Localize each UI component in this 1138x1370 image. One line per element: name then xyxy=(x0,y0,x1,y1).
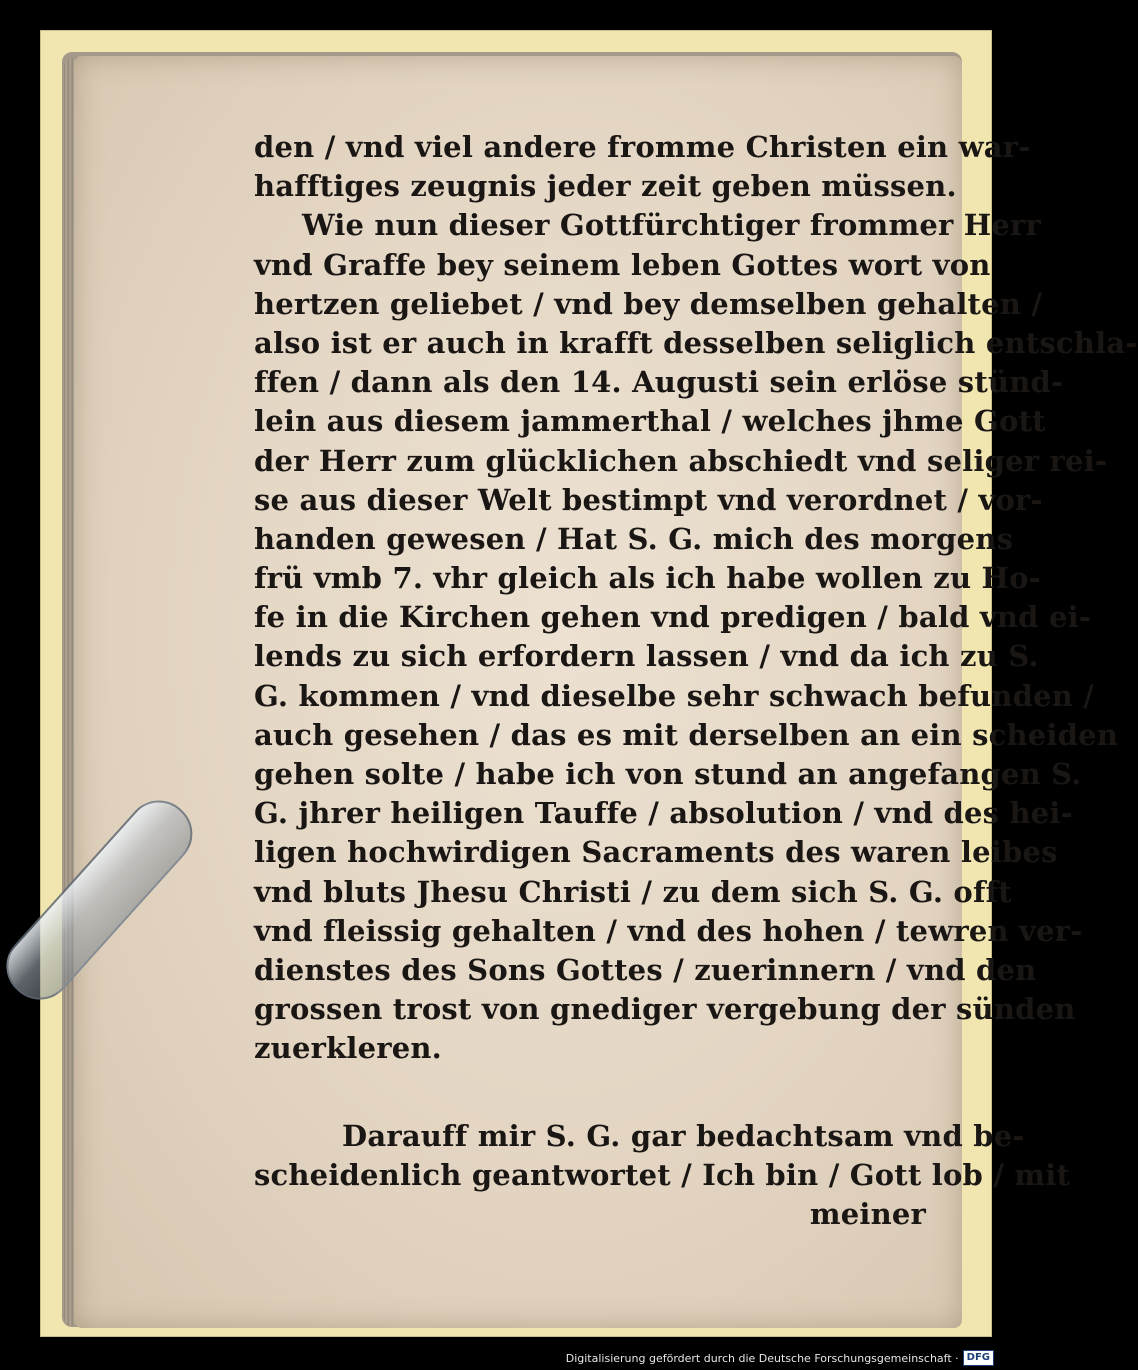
text-line: frü vmb 7. vhr gleich als ich habe wollen zu Ho- xyxy=(254,561,1041,596)
text-line: fe in die Kirchen gehen vnd predigen / bald vnd ei- xyxy=(254,600,1092,635)
text-line: Wie nun dieser Gottfürchtiger frommer Herr xyxy=(302,208,1041,243)
text-line: ligen hochwirdigen Sacraments des waren leibes xyxy=(254,835,1058,870)
text-line: G. jhrer heiligen Tauffe / absolution / vnd des hei- xyxy=(254,796,1073,831)
text-line: dienstes des Sons Gottes / zuerinnern / vnd den xyxy=(254,952,1037,987)
text-line: also ist er auch in krafft desselben seliglich entschla- xyxy=(254,325,1138,360)
paragraph-gap xyxy=(254,1069,926,1117)
credit-text: Digitalisierung gefördert durch die Deutsche Forschungsgemeinschaft · xyxy=(565,1351,959,1365)
catchword: meiner xyxy=(809,1196,926,1231)
text-line: G. kommen / vnd dieselbe sehr schwach befunden / xyxy=(254,678,1095,713)
text-line: scheidenlich geantwortet / Ich bin / Gott lob / mit xyxy=(254,1157,1071,1192)
text-line: lends zu sich erfordern lassen / vnd da ich zu S. xyxy=(254,639,1039,674)
text-line: den / vnd viel andere fromme Christen ein war- xyxy=(254,130,1031,164)
text-line: gehen solte / habe ich von stund an angefangen S. xyxy=(254,757,1082,791)
text-line: grossen trost von gnediger vergebung der sünden xyxy=(254,992,1076,1027)
text-line: hertzen geliebet / vnd bey demselben gehalten / xyxy=(254,286,1043,321)
text-line: lein aus diesem jammerthal / welches jhme Gott xyxy=(254,404,1046,439)
text-line: vnd Graffe bey seinem leben Gottes wort von xyxy=(254,247,991,282)
text-line: handen gewesen / Hat S. G. mich des morgens xyxy=(254,521,1014,556)
page-text xyxy=(254,128,1138,1234)
text-line: ffen / dann als den 14. Augusti sein erlöse stünd- xyxy=(254,365,1064,400)
text-line: Darauff mir S. G. gar bedachtsam vnd be- xyxy=(342,1118,1025,1153)
text-line: der Herr zum glücklichen abschiedt vnd seliger rei- xyxy=(254,443,1108,478)
text-line: se aus dieser Welt bestimpt vnd verordnet / vor- xyxy=(254,482,1043,517)
text-line: zuerkleren. xyxy=(254,1031,442,1066)
dfg-logo: DFG xyxy=(963,1350,994,1366)
text-line: hafftiges zeugnis jeder zeit geben müssen. xyxy=(254,169,957,204)
text-line: vnd fleissig gehalten / vnd des hohen / tewren ver- xyxy=(254,913,1083,948)
text-line: auch gesehen / das es mit derselben an ein scheiden xyxy=(254,717,1119,752)
text-line: vnd bluts Jhesu Christi / zu dem sich S. G. offt xyxy=(254,874,1012,909)
digitization-credit xyxy=(566,1349,994,1367)
